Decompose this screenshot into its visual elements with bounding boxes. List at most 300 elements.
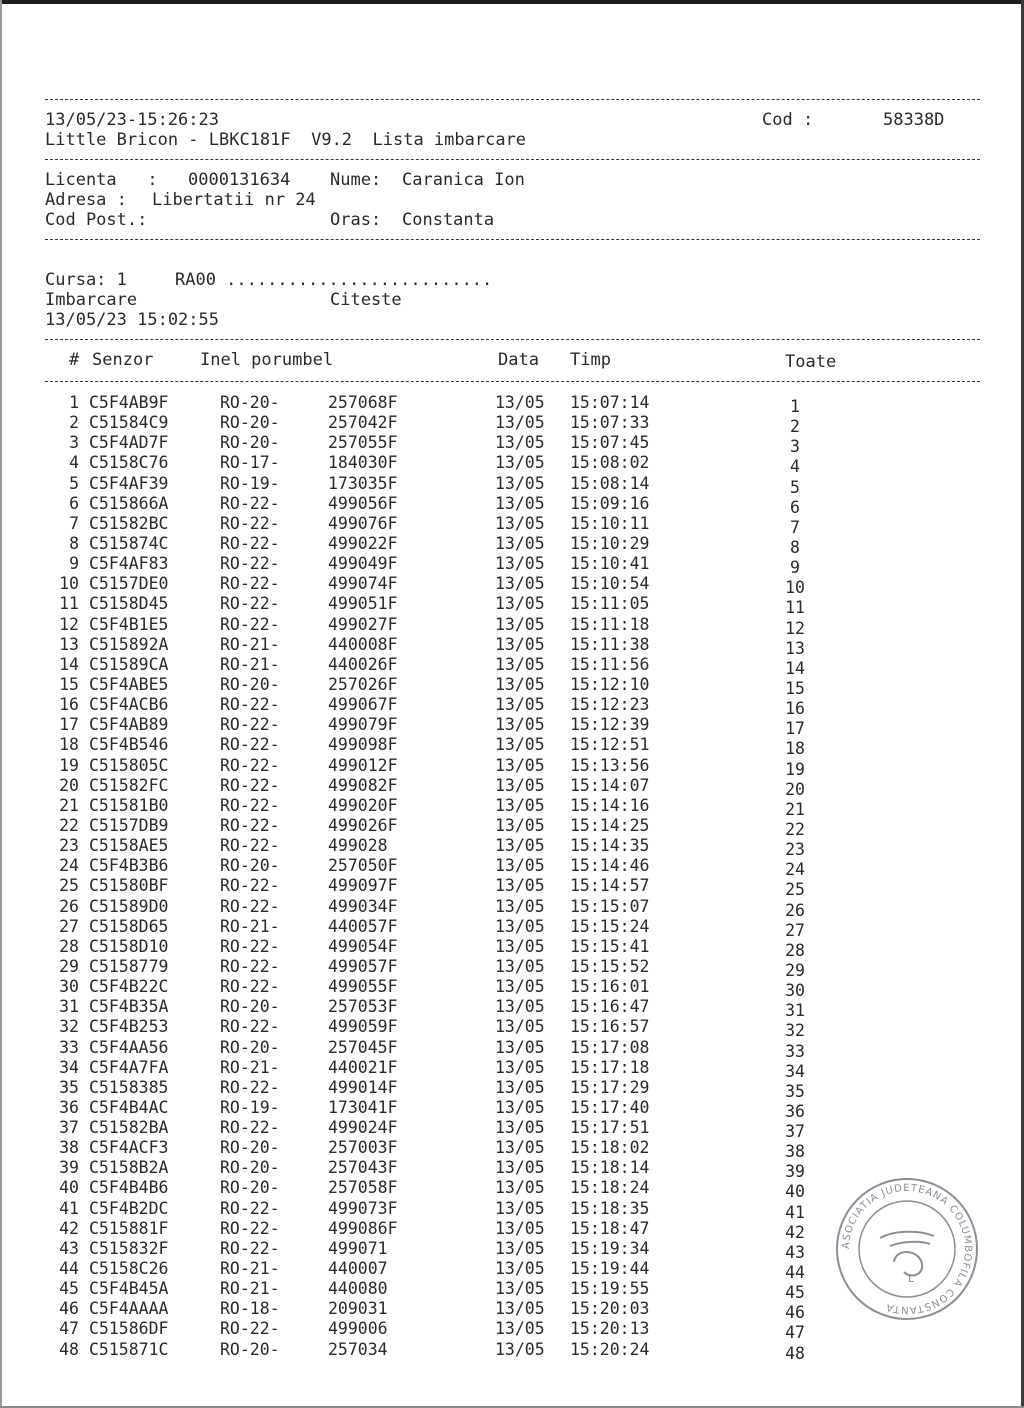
arrival-date: 13/05 bbox=[495, 393, 545, 412]
ring-number: 257042F bbox=[328, 413, 398, 433]
total-count: 37 bbox=[785, 1122, 805, 1142]
arrival-date: 13/05 bbox=[495, 695, 545, 715]
sensor-id: C5157DE0 bbox=[89, 574, 169, 594]
sensor-id: C515874C bbox=[89, 533, 169, 553]
total-count: 11 bbox=[785, 598, 805, 618]
ring-prefix: RO-22- bbox=[220, 594, 280, 614]
ring-number: 499027F bbox=[328, 614, 398, 634]
total-count: 5 bbox=[790, 477, 800, 497]
row-number: 29 bbox=[59, 956, 79, 976]
sensor-id: C51589D0 bbox=[89, 896, 169, 916]
arrival-time: 15:18:14 bbox=[570, 1158, 650, 1178]
arrival-time: 15:19:44 bbox=[570, 1259, 650, 1279]
row-number: 5 bbox=[69, 473, 79, 493]
sensor-id: C5158D65 bbox=[89, 916, 169, 936]
arrival-time: 15:12:23 bbox=[570, 695, 650, 715]
ring-prefix: RO-22- bbox=[220, 1017, 280, 1037]
row-number: 26 bbox=[59, 896, 79, 916]
row-number: 28 bbox=[59, 936, 79, 956]
row-number: 9 bbox=[69, 554, 79, 574]
sensor-id: C51580BF bbox=[89, 876, 169, 896]
row-number: 35 bbox=[59, 1077, 79, 1097]
sensor-id: C5F4B3B6 bbox=[89, 856, 169, 876]
arrival-time: 15:12:39 bbox=[570, 715, 650, 735]
ring-prefix: RO-22- bbox=[220, 574, 280, 594]
arrival-date: 13/05 bbox=[495, 1097, 545, 1117]
ring-number: 499055F bbox=[328, 977, 398, 997]
imbarcare-datetime-line bbox=[45, 310, 980, 330]
total-count: 16 bbox=[785, 699, 805, 719]
table-row bbox=[45, 614, 980, 638]
ring-number: 499012F bbox=[328, 755, 398, 775]
ring-number: 257068F bbox=[328, 393, 398, 412]
total-count: 10 bbox=[785, 578, 805, 598]
ring-prefix: RO-22- bbox=[220, 977, 280, 997]
arrival-date: 13/05 bbox=[495, 1299, 545, 1319]
total-count: 6 bbox=[790, 497, 800, 517]
arrival-date: 13/05 bbox=[495, 876, 545, 896]
ring-prefix: RO-21- bbox=[220, 634, 280, 654]
table-row bbox=[45, 1017, 980, 1041]
ring-prefix: RO-20- bbox=[220, 674, 280, 694]
ring-number: 499006 bbox=[328, 1319, 388, 1339]
sensor-id: C5F4AAAA bbox=[89, 1299, 169, 1319]
total-count: 24 bbox=[785, 860, 805, 880]
arrival-time: 15:14:57 bbox=[570, 876, 650, 896]
arrival-time: 15:10:54 bbox=[570, 574, 650, 594]
arrival-time: 15:11:18 bbox=[570, 614, 650, 634]
arrival-time: 15:18:35 bbox=[570, 1198, 650, 1218]
ring-number: 499056F bbox=[328, 493, 398, 513]
col-inel: Inel porumbel bbox=[200, 350, 334, 370]
ring-prefix: RO-22- bbox=[220, 755, 280, 775]
ring-number: 257055F bbox=[328, 433, 398, 453]
table-row bbox=[45, 775, 980, 799]
row-number: 41 bbox=[59, 1198, 79, 1218]
arrival-time: 15:11:05 bbox=[570, 594, 650, 614]
cod-value: 58338D bbox=[883, 110, 945, 130]
row-number: 25 bbox=[59, 876, 79, 896]
arrival-time: 15:14:07 bbox=[570, 775, 650, 795]
divider bbox=[45, 239, 980, 241]
ring-prefix: RO-20- bbox=[220, 433, 280, 453]
arrival-date: 13/05 bbox=[495, 513, 545, 533]
ring-number: 257034 bbox=[328, 1339, 388, 1359]
ring-prefix: RO-20- bbox=[220, 413, 280, 433]
arrival-time: 15:07:33 bbox=[570, 413, 650, 433]
scan-edge-left bbox=[0, 0, 2, 1408]
table-row bbox=[45, 574, 980, 598]
total-count: 4 bbox=[790, 457, 800, 477]
sensor-id: C5F4AF39 bbox=[89, 473, 169, 493]
row-number: 23 bbox=[59, 836, 79, 856]
arrival-time: 15:15:41 bbox=[570, 936, 650, 956]
row-number: 32 bbox=[59, 1017, 79, 1037]
arrival-date: 13/05 bbox=[495, 1198, 545, 1218]
ring-number: 499026F bbox=[328, 815, 398, 835]
ring-number: 499022F bbox=[328, 533, 398, 553]
ring-prefix: RO-20- bbox=[220, 856, 280, 876]
row-number: 17 bbox=[59, 715, 79, 735]
total-count: 20 bbox=[785, 779, 805, 799]
row-number: 43 bbox=[59, 1238, 79, 1258]
ring-number: 209031 bbox=[328, 1299, 388, 1319]
ring-number: 184030F bbox=[328, 453, 398, 473]
ring-number: 499054F bbox=[328, 936, 398, 956]
arrival-date: 13/05 bbox=[495, 433, 545, 453]
ring-number: 499049F bbox=[328, 554, 398, 574]
ring-number: 499057F bbox=[328, 956, 398, 976]
ring-number: 440008F bbox=[328, 634, 398, 654]
sensor-id: C51586DF bbox=[89, 1319, 169, 1339]
table-row bbox=[45, 936, 980, 960]
ring-prefix: RO-22- bbox=[220, 735, 280, 755]
ring-number: 499028 bbox=[328, 836, 388, 856]
arrival-date: 13/05 bbox=[495, 594, 545, 614]
row-number: 12 bbox=[59, 614, 79, 634]
row-number: 6 bbox=[69, 493, 79, 513]
sensor-id: C515805C bbox=[89, 755, 169, 775]
table-row bbox=[45, 1077, 980, 1101]
ring-number: 257058F bbox=[328, 1178, 398, 1198]
arrival-time: 15:09:16 bbox=[570, 493, 650, 513]
ring-prefix: RO-22- bbox=[220, 533, 280, 553]
table-row bbox=[45, 896, 980, 920]
ring-prefix: RO-22- bbox=[220, 836, 280, 856]
arrival-date: 13/05 bbox=[495, 997, 545, 1017]
ring-prefix: RO-22- bbox=[220, 936, 280, 956]
arrival-date: 13/05 bbox=[495, 554, 545, 574]
total-count: 22 bbox=[785, 819, 805, 839]
table-header bbox=[45, 350, 980, 372]
arrival-date: 13/05 bbox=[495, 413, 545, 433]
cursa-code: RA00 .......................... bbox=[175, 270, 493, 290]
total-count: 3 bbox=[790, 437, 800, 457]
ring-number: 499071 bbox=[328, 1238, 388, 1258]
col-senzor: Senzor bbox=[92, 350, 154, 370]
report-header-block bbox=[45, 90, 980, 392]
arrival-date: 13/05 bbox=[495, 614, 545, 634]
arrival-time: 15:18:47 bbox=[570, 1218, 650, 1238]
arrival-time: 15:14:25 bbox=[570, 815, 650, 835]
divider bbox=[45, 381, 980, 383]
total-count: 47 bbox=[785, 1323, 805, 1343]
arrival-time: 15:17:40 bbox=[570, 1097, 650, 1117]
ring-prefix: RO-17- bbox=[220, 453, 280, 473]
ring-prefix: RO-20- bbox=[220, 1158, 280, 1178]
ring-number: 499014F bbox=[328, 1077, 398, 1097]
codpost-line bbox=[45, 210, 980, 230]
arrival-date: 13/05 bbox=[495, 533, 545, 553]
arrival-date: 13/05 bbox=[495, 896, 545, 916]
association-stamp bbox=[834, 1176, 980, 1322]
ring-prefix: RO-21- bbox=[220, 1279, 280, 1299]
arrival-date: 13/05 bbox=[495, 453, 545, 473]
row-number: 45 bbox=[59, 1279, 79, 1299]
total-count: 25 bbox=[785, 880, 805, 900]
row-number: 24 bbox=[59, 856, 79, 876]
row-number: 31 bbox=[59, 997, 79, 1017]
sensor-id: C5F4AA56 bbox=[89, 1037, 169, 1057]
ring-number: 499079F bbox=[328, 715, 398, 735]
ring-number: 257003F bbox=[328, 1138, 398, 1158]
ring-prefix: RO-21- bbox=[220, 654, 280, 674]
ring-prefix: RO-22- bbox=[220, 795, 280, 815]
sensor-id: C5158B2A bbox=[89, 1158, 169, 1178]
arrival-time: 15:19:55 bbox=[570, 1279, 650, 1299]
sensor-id: C5F4AD7F bbox=[89, 433, 169, 453]
adresa-label: Adresa : bbox=[45, 190, 127, 210]
app-title: Little Bricon - LBKC181F V9.2 Lista imbarcare bbox=[45, 130, 527, 150]
table-row bbox=[45, 1138, 980, 1162]
ring-prefix: RO-22- bbox=[220, 695, 280, 715]
ring-prefix: RO-22- bbox=[220, 493, 280, 513]
adresa-value: Libertatii nr 24 bbox=[152, 190, 316, 210]
arrival-date: 13/05 bbox=[495, 755, 545, 775]
imbarcare-line bbox=[45, 290, 980, 310]
sensor-id: C515871C bbox=[89, 1339, 169, 1359]
adresa-line bbox=[45, 190, 980, 210]
total-count: 19 bbox=[785, 759, 805, 779]
sensor-id: C515866A bbox=[89, 493, 169, 513]
nume-label: Nume: bbox=[330, 170, 382, 190]
table-row bbox=[45, 533, 980, 557]
sensor-id: C51589CA bbox=[89, 654, 169, 674]
arrival-time: 15:07:14 bbox=[570, 393, 650, 412]
arrival-date: 13/05 bbox=[495, 674, 545, 694]
sensor-id: C51582BA bbox=[89, 1118, 169, 1138]
ring-prefix: RO-19- bbox=[220, 1097, 280, 1117]
sensor-id: C5F4ABE5 bbox=[89, 674, 169, 694]
row-number: 37 bbox=[59, 1118, 79, 1138]
sensor-id: C5158D10 bbox=[89, 936, 169, 956]
arrival-date: 13/05 bbox=[495, 493, 545, 513]
ring-number: 440021F bbox=[328, 1057, 398, 1077]
ring-number: 257050F bbox=[328, 856, 398, 876]
row-number: 13 bbox=[59, 634, 79, 654]
row-number: 20 bbox=[59, 775, 79, 795]
ring-number: 257026F bbox=[328, 674, 398, 694]
total-count: 23 bbox=[785, 840, 805, 860]
arrival-date: 13/05 bbox=[495, 836, 545, 856]
ring-number: 257053F bbox=[328, 997, 398, 1017]
ring-number: 499074F bbox=[328, 574, 398, 594]
arrival-date: 13/05 bbox=[495, 1118, 545, 1138]
sensor-id: C5F4B546 bbox=[89, 735, 169, 755]
col-data: Data bbox=[498, 350, 539, 370]
row-number: 21 bbox=[59, 795, 79, 815]
ring-prefix: RO-22- bbox=[220, 815, 280, 835]
total-count: 21 bbox=[785, 799, 805, 819]
ring-prefix: RO-21- bbox=[220, 1057, 280, 1077]
imbarcare-label: Imbarcare bbox=[45, 290, 138, 310]
arrival-time: 15:14:46 bbox=[570, 856, 650, 876]
sensor-id: C51581B0 bbox=[89, 795, 169, 815]
total-count: 36 bbox=[785, 1101, 805, 1121]
row-number: 18 bbox=[59, 735, 79, 755]
arrival-time: 15:12:10 bbox=[570, 674, 650, 694]
sensor-id: C51584C9 bbox=[89, 413, 169, 433]
ring-number: 440007 bbox=[328, 1259, 388, 1279]
arrival-date: 13/05 bbox=[495, 1138, 545, 1158]
row-number: 42 bbox=[59, 1218, 79, 1238]
total-count: 18 bbox=[785, 739, 805, 759]
arrival-time: 15:10:11 bbox=[570, 513, 650, 533]
arrival-date: 13/05 bbox=[495, 735, 545, 755]
oras-label: Oras: bbox=[330, 210, 382, 230]
arrival-time: 15:20:24 bbox=[570, 1339, 650, 1359]
citeste-label: Citeste bbox=[330, 290, 402, 310]
header-line-1 bbox=[45, 110, 980, 130]
arrival-date: 13/05 bbox=[495, 715, 545, 735]
ring-prefix: RO-22- bbox=[220, 614, 280, 634]
ring-prefix: RO-20- bbox=[220, 1138, 280, 1158]
arrival-time: 15:17:08 bbox=[570, 1037, 650, 1057]
ring-number: 499051F bbox=[328, 594, 398, 614]
arrival-time: 15:16:57 bbox=[570, 1017, 650, 1037]
row-number: 14 bbox=[59, 654, 79, 674]
total-count: 48 bbox=[785, 1343, 805, 1363]
row-number: 36 bbox=[59, 1097, 79, 1117]
total-count: 9 bbox=[790, 558, 800, 578]
divider bbox=[45, 159, 980, 161]
pigeon-emblem-icon bbox=[880, 1232, 934, 1276]
ring-prefix: RO-20- bbox=[220, 1037, 280, 1057]
codpost-label: Cod Post.: bbox=[45, 210, 148, 230]
arrival-time: 15:10:41 bbox=[570, 554, 650, 574]
table-row bbox=[45, 493, 980, 517]
arrival-date: 13/05 bbox=[495, 977, 545, 997]
arrival-time: 15:15:52 bbox=[570, 956, 650, 976]
table-row bbox=[45, 554, 980, 578]
arrival-date: 13/05 bbox=[495, 1319, 545, 1339]
row-number: 11 bbox=[59, 594, 79, 614]
ring-prefix: RO-22- bbox=[220, 956, 280, 976]
oras-value: Constanta bbox=[402, 210, 495, 230]
table-row bbox=[45, 674, 980, 698]
stamp-mark: L bbox=[908, 1272, 915, 1285]
ring-number: 499098F bbox=[328, 735, 398, 755]
total-count: 35 bbox=[785, 1081, 805, 1101]
table-row bbox=[45, 634, 980, 658]
ring-number: 257043F bbox=[328, 1158, 398, 1178]
arrival-date: 13/05 bbox=[495, 1017, 545, 1037]
total-count: 46 bbox=[785, 1303, 805, 1323]
total-count: 17 bbox=[785, 719, 805, 739]
arrival-date: 13/05 bbox=[495, 473, 545, 493]
row-number: 22 bbox=[59, 815, 79, 835]
arrival-date: 13/05 bbox=[495, 815, 545, 835]
total-count: 30 bbox=[785, 981, 805, 1001]
arrival-date: 13/05 bbox=[495, 1339, 545, 1359]
ring-number: 499073F bbox=[328, 1198, 398, 1218]
row-number: 19 bbox=[59, 755, 79, 775]
row-number: 34 bbox=[59, 1057, 79, 1077]
divider bbox=[45, 99, 980, 101]
total-count: 32 bbox=[785, 1021, 805, 1041]
row-number: 47 bbox=[59, 1319, 79, 1339]
total-count: 34 bbox=[785, 1061, 805, 1081]
ring-number: 440057F bbox=[328, 916, 398, 936]
table-row bbox=[45, 856, 980, 880]
arrival-time: 15:08:14 bbox=[570, 473, 650, 493]
ring-number: 499034F bbox=[328, 896, 398, 916]
ring-number: 499097F bbox=[328, 876, 398, 896]
sensor-id: C5F4A7FA bbox=[89, 1057, 169, 1077]
table-row bbox=[45, 755, 980, 779]
sensor-id: C5157DB9 bbox=[89, 815, 169, 835]
stamp-text: ASOCIATIA JUDETEANA COLUMBOFILA CONSTANTA bbox=[840, 1182, 974, 1316]
ring-number: 173041F bbox=[328, 1097, 398, 1117]
arrival-date: 13/05 bbox=[495, 856, 545, 876]
table-row bbox=[45, 1339, 980, 1363]
arrival-time: 15:08:02 bbox=[570, 453, 650, 473]
table-row bbox=[45, 1097, 980, 1121]
sensor-id: C5F4B4B6 bbox=[89, 1178, 169, 1198]
ring-number: 173035F bbox=[328, 473, 398, 493]
total-count: 29 bbox=[785, 960, 805, 980]
ring-prefix: RO-20- bbox=[220, 393, 280, 412]
ring-prefix: RO-21- bbox=[220, 916, 280, 936]
total-count: 40 bbox=[785, 1182, 805, 1202]
col-num: # bbox=[69, 350, 80, 370]
table-row bbox=[45, 1037, 980, 1061]
table-row bbox=[45, 695, 980, 719]
arrival-time: 15:16:01 bbox=[570, 977, 650, 997]
sensor-id: C51582BC bbox=[89, 513, 169, 533]
total-count: 42 bbox=[785, 1222, 805, 1242]
row-number: 38 bbox=[59, 1138, 79, 1158]
divider bbox=[45, 339, 980, 341]
sensor-id: C5F4B4AC bbox=[89, 1097, 169, 1117]
arrival-time: 15:18:02 bbox=[570, 1138, 650, 1158]
total-count: 44 bbox=[785, 1263, 805, 1283]
sensor-id: C5F4AB89 bbox=[89, 715, 169, 735]
row-number: 7 bbox=[69, 513, 79, 533]
table-row bbox=[45, 715, 980, 739]
row-number: 46 bbox=[59, 1299, 79, 1319]
table-row bbox=[45, 594, 980, 618]
ring-prefix: RO-22- bbox=[220, 715, 280, 735]
sensor-id: C5F4B2DC bbox=[89, 1198, 169, 1218]
sensor-id: C5F4AB9F bbox=[89, 393, 169, 412]
arrival-time: 15:19:34 bbox=[570, 1238, 650, 1258]
sensor-id: C5158779 bbox=[89, 956, 169, 976]
sensor-id: C5F4B35A bbox=[89, 997, 169, 1017]
sensor-id: C5F4AF83 bbox=[89, 554, 169, 574]
ring-number: 440026F bbox=[328, 654, 398, 674]
total-count: 8 bbox=[790, 537, 800, 557]
licenta-line bbox=[45, 170, 980, 190]
total-count: 39 bbox=[785, 1162, 805, 1182]
ring-prefix: RO-20- bbox=[220, 1178, 280, 1198]
arrival-date: 13/05 bbox=[495, 1178, 545, 1198]
col-toate: Toate bbox=[785, 352, 837, 372]
ring-number: 499067F bbox=[328, 695, 398, 715]
arrival-date: 13/05 bbox=[495, 956, 545, 976]
arrival-time: 15:16:47 bbox=[570, 997, 650, 1017]
sensor-id: C5F4B1E5 bbox=[89, 614, 169, 634]
arrival-time: 15:17:18 bbox=[570, 1057, 650, 1077]
arrival-date: 13/05 bbox=[495, 936, 545, 956]
arrival-time: 15:11:56 bbox=[570, 654, 650, 674]
ring-prefix: RO-22- bbox=[220, 1319, 280, 1339]
arrival-date: 13/05 bbox=[495, 574, 545, 594]
ring-prefix: RO-22- bbox=[220, 513, 280, 533]
total-count: 41 bbox=[785, 1202, 805, 1222]
licenta-label: Licenta : bbox=[45, 170, 158, 190]
row-number: 44 bbox=[59, 1259, 79, 1279]
